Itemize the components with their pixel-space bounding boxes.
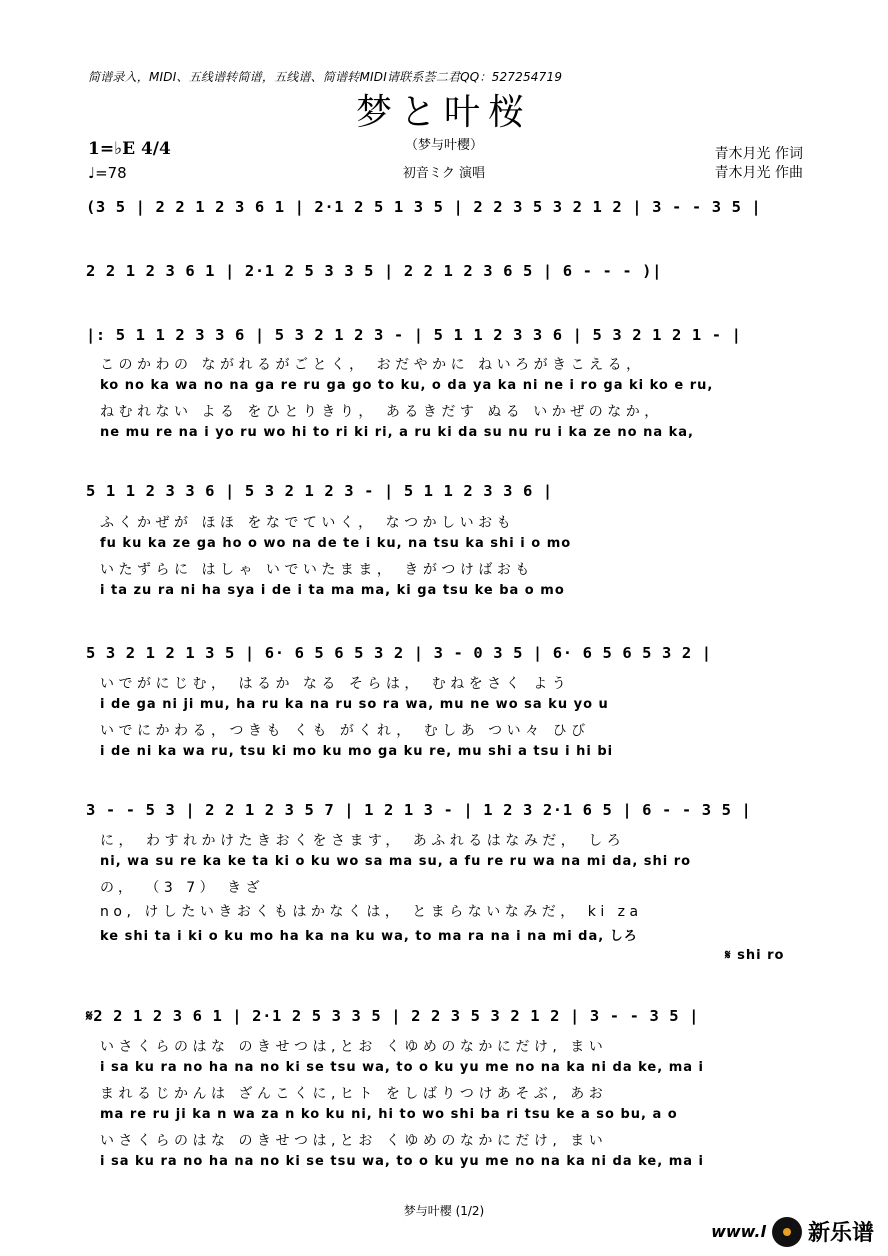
lyric-line: i de ga ni ji mu, ha ru ka na ru so ra wa, mu ne wo sa ku yo u (100, 697, 609, 712)
lyric-line: いでにかわる，つきも くも がくれ， むしあ つい々 ひび (100, 723, 590, 739)
lyricist-credit: 青木月光 作词 (714, 146, 803, 162)
site-url: www.l (711, 1222, 766, 1241)
lyric-line: ke shi ta i ki o ku mo ha ka na ku wa, to ma ra na i na mi da, しろ (100, 929, 638, 944)
score-system-5: 5 3 2 1 2 1 3 5 | 6· 6 5 6 5 3 2 | 3 - 0 3 5 | 6· 6 5 6 5 3 2 | (86, 644, 712, 662)
composer-credit: 青木月光 作曲 (714, 165, 803, 181)
lyric-line: ふくかぜが ほほ をなでていく， なつかしいおも (100, 515, 516, 531)
lyric-line: ma re ru ji ka n wa za n ko ku ni, hi to wo shi ba ri tsu ke a so bu, a o (100, 1107, 678, 1122)
lyric-line: いさくらのはな のきせつは,とお くゆめのなかにだけ, まい (100, 1133, 608, 1149)
singer-credit: 初音ミク 演唱 (402, 166, 486, 181)
lyric-line: ni, wa su re ka ke ta ki o ku wo sa ma su, a fu re ru wa na mi da, shi ro (100, 854, 692, 869)
score-system-4: 5 1 1 2 3 3 6 | 5 3 2 1 2 3 - | 5 1 1 2 3 3 6 | (86, 482, 553, 500)
lyric-line: ne mu re na i yo ru wo hi to ri ki ri, a ru ki da su nu ru i ka ze no na ka, (100, 425, 694, 440)
page-footer: 梦与叶樱 (1/2) (403, 1204, 485, 1218)
lyric-line: いたずらに はしゃ いでいたまま， きがつけばおも (100, 562, 534, 578)
score-system-1: (3 5 | 2 2 1 2 3 6 1 | 2·1 2 5 1 3 5 | 2 2 3 5 3 2 1 2 | 3 - - 3 5 | (86, 198, 762, 216)
lyric-line: i de ni ka wa ru, tsu ki mo ku mo ga ku re, mu shi a tsu i hi bi (100, 744, 614, 759)
tempo-marking: ♩=78 (88, 164, 127, 182)
lyric-line: に， わすれかけたきおくをさます， あふれるはなみだ， しろ (100, 833, 626, 849)
song-title: 梦と叶桜 (355, 92, 532, 133)
lyric-line: no, けしたいきおくもはかなくは， とまらないなみだ， ki za (100, 904, 643, 920)
lyric-line: いでがにじむ， はるか なる そらは， むねをさく よう (100, 676, 571, 692)
score-system-7: 𝄋2 2 1 2 3 6 1 | 2·1 2 5 3 3 5 | 2 2 3 5 3 2 1 2 | 3 - - 3 5 | (86, 1007, 700, 1025)
site-logo[interactable] (711, 1216, 874, 1247)
lyric-line: ねむれない よる をひとりきり， あるきだす ぬる いかぜのなか， (100, 404, 663, 420)
lyric-line: i ta zu ra ni ha sya i de i ta ma ma, ki ga tsu ke ba o mo (100, 583, 565, 598)
lyric-line: このかわの ながれるがごとく， おだやかに ねいろがきこえる， (100, 357, 645, 373)
lyric-line: いさくらのはな のきせつは,とお くゆめのなかにだけ, まい (100, 1039, 608, 1055)
score-system-3: |: 5 1 1 2 3 3 6 | 5 3 2 1 2 3 - | 5 1 1 2 3 3 6 | 5 3 2 1 2 1 - | (86, 326, 742, 344)
score-system-6: 3 - - 5 3 | 2 2 1 2 3 5 7 | 1 2 1 3 - | 1 2 3 2·1 6 5 | 6 - - 3 5 | (86, 801, 752, 819)
score-system-2: 2 2 1 2 3 6 1 | 2·1 2 5 3 3 5 | 2 2 1 2 3 6 5 | 6 - - - )| (86, 262, 663, 280)
key-signature: 1=♭E 4/4 (88, 139, 171, 159)
lyric-line: fu ku ka ze ga ho o wo na de te i ku, na tsu ka shi i o mo (100, 536, 572, 551)
song-subtitle: （梦与叶樱） (404, 138, 483, 153)
record-disc-icon (772, 1217, 802, 1247)
lyric-line: i sa ku ra no ha na no ki se tsu wa, to o ku yu me no na ka ni da ke, ma i (100, 1060, 704, 1075)
segno-lyric: 𝄋 shi ro (725, 948, 785, 963)
brand-name: 新乐谱 (807, 1221, 874, 1246)
source-notice: 简谱录入，MIDI、五线谱转简谱，五线谱、简谱转MIDI请联系荟二君QQ：527254719 (88, 70, 563, 84)
lyric-line: の， （3 7） きざ (100, 880, 265, 896)
lyric-line: ko no ka wa no na ga re ru ga go to ku, o da ya ka ni ne i ro ga ki ko e ru, (100, 378, 714, 393)
lyric-line: i sa ku ra no ha na no ki se tsu wa, to o ku yu me no na ka ni da ke, ma i (100, 1154, 704, 1169)
lyric-line: まれるじかんは ざんこくに,ヒト をしばりつけあそぶ, あお (100, 1086, 608, 1102)
